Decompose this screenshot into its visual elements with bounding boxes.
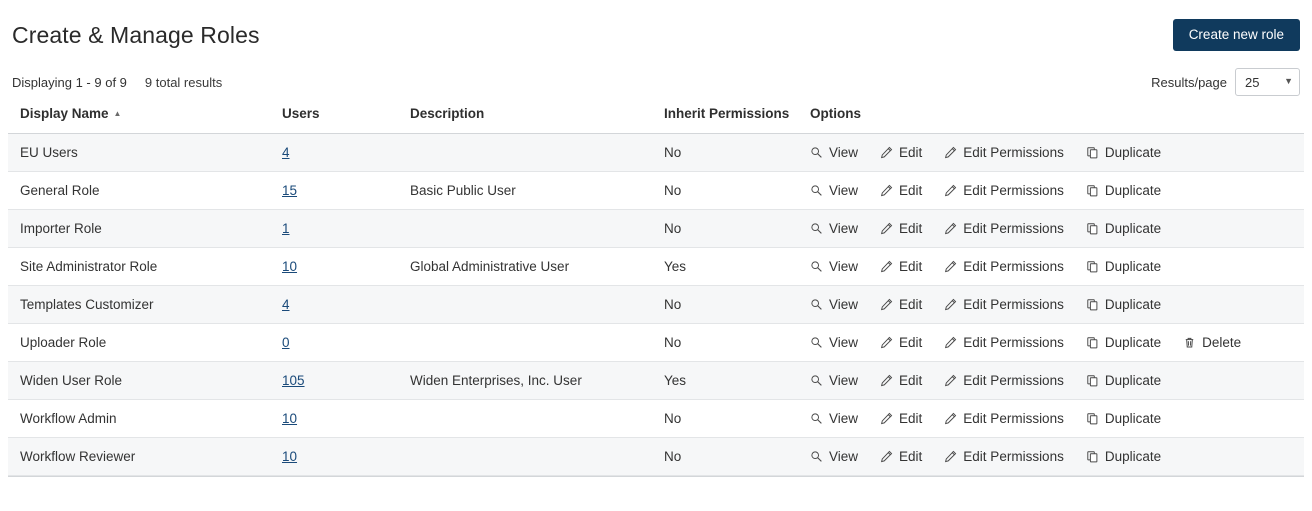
cell-description [410, 438, 664, 476]
view-icon [810, 336, 823, 349]
action-label: Edit [899, 183, 923, 198]
row-actions [810, 183, 1304, 198]
results-summary [12, 75, 222, 90]
cell-options [810, 286, 1304, 324]
edit-permissions-icon [944, 298, 957, 311]
cell-display-name: General Role [8, 172, 282, 210]
edit-icon [880, 260, 893, 273]
table-row [8, 286, 1304, 324]
users-count-link[interactable]: 10 [282, 411, 298, 426]
duplicate-action[interactable] [1086, 221, 1161, 236]
duplicate-icon [1086, 450, 1099, 463]
table-row [8, 172, 1304, 210]
cell-options [810, 134, 1304, 172]
users-count-link[interactable]: 15 [282, 183, 298, 198]
cell-options [810, 210, 1304, 248]
cell-description: Global Administrative User [410, 248, 664, 286]
sort-ascending-icon: ▲ [113, 109, 122, 118]
action-label: Duplicate [1104, 297, 1162, 312]
duplicate-icon [1086, 146, 1099, 159]
row-actions [810, 411, 1304, 426]
action-label: View [829, 335, 859, 350]
edit-permissions-action[interactable] [944, 373, 1064, 388]
action-label: View [829, 411, 859, 426]
action-label: View [829, 449, 859, 464]
table-row [8, 210, 1304, 248]
cell-inherit-permissions: No [664, 210, 810, 248]
cell-users [282, 248, 410, 286]
create-new-role-button[interactable]: Create new role [1173, 19, 1300, 51]
cell-users [282, 286, 410, 324]
duplicate-icon [1086, 298, 1099, 311]
action-label: View [829, 145, 859, 160]
cell-inherit-permissions: No [664, 172, 810, 210]
action-label: Edit [899, 449, 923, 464]
view-icon [810, 146, 823, 159]
users-count-link[interactable]: 10 [282, 259, 298, 274]
cell-description [410, 210, 664, 248]
cell-inherit-permissions: No [664, 286, 810, 324]
table-row [8, 248, 1304, 286]
total-results: 9 total results [144, 74, 223, 90]
cell-description [410, 400, 664, 438]
chevron-down-icon: ▼ [1284, 76, 1293, 86]
view-icon [810, 374, 823, 387]
duplicate-action[interactable] [1086, 373, 1161, 388]
cell-description: Basic Public User [410, 172, 664, 210]
duplicate-action[interactable] [1086, 183, 1161, 198]
edit-action[interactable] [880, 297, 922, 312]
view-icon [810, 222, 823, 235]
cell-inherit-permissions: No [664, 324, 810, 362]
cell-options [810, 438, 1304, 476]
cell-display-name: Site Administrator Role [8, 248, 282, 286]
edit-action[interactable] [880, 449, 922, 464]
action-label: Duplicate [1104, 411, 1162, 426]
edit-permissions-icon [944, 260, 957, 273]
duplicate-action[interactable] [1086, 259, 1161, 274]
table-row [8, 134, 1304, 172]
action-label: Duplicate [1104, 183, 1162, 198]
cell-inherit-permissions: Yes [664, 362, 810, 400]
edit-permissions-icon [944, 336, 957, 349]
duplicate-icon [1086, 374, 1099, 387]
action-label: Edit Permissions [963, 373, 1064, 388]
column-header-description[interactable]: Description [410, 106, 664, 134]
edit-action[interactable] [880, 335, 922, 350]
view-action[interactable] [810, 335, 858, 350]
action-label: View [829, 183, 859, 198]
users-count-link[interactable]: 1 [282, 221, 290, 236]
row-actions [810, 449, 1304, 464]
cell-display-name: Workflow Reviewer [8, 438, 282, 476]
view-action[interactable] [810, 221, 858, 236]
edit-permissions-action[interactable] [944, 335, 1064, 350]
row-actions [810, 335, 1304, 350]
edit-permissions-action[interactable] [944, 297, 1064, 312]
duplicate-action[interactable] [1086, 297, 1161, 312]
edit-permissions-action[interactable] [944, 449, 1064, 464]
row-actions [810, 297, 1304, 312]
column-header-display-name-label: Display Name [20, 106, 109, 121]
delete-action[interactable] [1183, 335, 1241, 350]
edit-action[interactable] [880, 145, 922, 160]
view-action[interactable] [810, 411, 858, 426]
cell-users [282, 134, 410, 172]
action-label: Edit [899, 221, 923, 236]
action-label: Edit Permissions [963, 297, 1064, 312]
action-label: Edit Permissions [963, 259, 1064, 274]
edit-permissions-icon [944, 450, 957, 463]
users-count-link[interactable]: 0 [282, 335, 290, 350]
cell-display-name: Workflow Admin [8, 400, 282, 438]
table-row [8, 324, 1304, 362]
view-icon [810, 412, 823, 425]
users-count-link[interactable]: 4 [282, 145, 290, 160]
action-label: Duplicate [1104, 259, 1162, 274]
view-action[interactable] [810, 145, 858, 160]
duplicate-action[interactable] [1086, 145, 1161, 160]
view-action[interactable] [810, 373, 858, 388]
action-label: Edit [899, 145, 923, 160]
results-per-page-value: 25 [1245, 74, 1260, 90]
cell-users [282, 438, 410, 476]
column-header-display-name[interactable] [8, 106, 282, 134]
cell-options [810, 400, 1304, 438]
cell-options [810, 362, 1304, 400]
view-action[interactable] [810, 297, 858, 312]
edit-permissions-icon [944, 184, 957, 197]
cell-inherit-permissions: No [664, 400, 810, 438]
edit-permissions-icon [944, 374, 957, 387]
edit-permissions-action[interactable] [944, 145, 1064, 160]
cell-options [810, 324, 1304, 362]
row-actions [810, 221, 1304, 236]
duplicate-icon [1086, 222, 1099, 235]
view-action[interactable] [810, 183, 858, 198]
action-label: View [829, 221, 859, 236]
row-actions [810, 259, 1304, 274]
row-actions [810, 373, 1304, 388]
edit-icon [880, 146, 893, 159]
action-label: Duplicate [1104, 145, 1162, 160]
cell-description: Widen Enterprises, Inc. User [410, 362, 664, 400]
cell-users [282, 172, 410, 210]
users-count-link[interactable]: 4 [282, 297, 290, 312]
cell-display-name: Templates Customizer [8, 286, 282, 324]
column-header-options: Options [810, 106, 1304, 134]
action-label: Edit [899, 335, 923, 350]
action-label: View [829, 373, 859, 388]
edit-action[interactable] [880, 373, 922, 388]
view-action[interactable] [810, 259, 858, 274]
action-label: Duplicate [1104, 335, 1162, 350]
results-per-page-label: Results/page [1151, 74, 1227, 90]
action-label: Edit Permissions [963, 183, 1064, 198]
cell-description [410, 324, 664, 362]
cell-display-name: Widen User Role [8, 362, 282, 400]
action-label: Edit [899, 297, 923, 312]
action-label: Duplicate [1104, 449, 1162, 464]
duplicate-action[interactable] [1086, 411, 1161, 426]
cell-users [282, 362, 410, 400]
edit-action[interactable] [880, 183, 922, 198]
duplicate-action[interactable] [1086, 335, 1161, 350]
action-label: View [829, 297, 859, 312]
column-header-users[interactable]: Users [282, 106, 410, 134]
displaying-range: Displaying 1 - 9 of 9 [12, 74, 127, 90]
users-count-link[interactable]: 105 [282, 373, 305, 388]
cell-inherit-permissions: No [664, 134, 810, 172]
view-action[interactable] [810, 449, 858, 464]
action-label: Edit [899, 411, 923, 426]
cell-users [282, 324, 410, 362]
view-icon [810, 450, 823, 463]
roles-table-body [8, 134, 1304, 476]
results-toolbar [8, 52, 1304, 106]
cell-inherit-permissions: No [664, 438, 810, 476]
edit-icon [880, 184, 893, 197]
edit-action[interactable] [880, 411, 922, 426]
cell-options [810, 172, 1304, 210]
table-header-row [8, 106, 1304, 134]
action-label: Delete [1202, 335, 1242, 350]
action-label: Duplicate [1104, 373, 1162, 388]
duplicate-icon [1086, 412, 1099, 425]
action-label: Duplicate [1104, 221, 1162, 236]
edit-permissions-action[interactable] [944, 183, 1064, 198]
cell-display-name: Importer Role [8, 210, 282, 248]
edit-icon [880, 298, 893, 311]
edit-action[interactable] [880, 259, 922, 274]
duplicate-icon [1086, 336, 1099, 349]
action-label: Edit Permissions [963, 145, 1064, 160]
page-title: Create & Manage Roles [12, 21, 260, 48]
cell-description [410, 134, 664, 172]
cell-display-name: Uploader Role [8, 324, 282, 362]
duplicate-icon [1086, 260, 1099, 273]
edit-action[interactable] [880, 221, 922, 236]
action-label: Edit Permissions [963, 449, 1064, 464]
roles-table [8, 106, 1304, 476]
edit-icon [880, 222, 893, 235]
edit-icon [880, 336, 893, 349]
action-label: Edit Permissions [963, 411, 1064, 426]
delete-icon [1183, 336, 1196, 349]
users-count-link[interactable]: 10 [282, 449, 298, 464]
edit-icon [880, 412, 893, 425]
page-header [8, 0, 1304, 52]
table-row [8, 438, 1304, 476]
edit-permissions-icon [944, 412, 957, 425]
action-label: Edit Permissions [963, 335, 1064, 350]
edit-permissions-action[interactable] [944, 411, 1064, 426]
action-label: Edit [899, 373, 923, 388]
table-row [8, 362, 1304, 400]
view-icon [810, 184, 823, 197]
cell-users [282, 210, 410, 248]
duplicate-icon [1086, 184, 1099, 197]
results-per-page-select[interactable] [1235, 68, 1300, 96]
cell-inherit-permissions: Yes [664, 248, 810, 286]
action-label: View [829, 259, 859, 274]
cell-description [410, 286, 664, 324]
edit-icon [880, 374, 893, 387]
edit-permissions-action[interactable] [944, 259, 1064, 274]
edit-permissions-icon [944, 146, 957, 159]
cell-display-name: EU Users [8, 134, 282, 172]
view-icon [810, 260, 823, 273]
duplicate-action[interactable] [1086, 449, 1161, 464]
edit-permissions-action[interactable] [944, 221, 1064, 236]
action-label: Edit [899, 259, 923, 274]
cell-users [282, 400, 410, 438]
row-actions [810, 145, 1304, 160]
table-row [8, 400, 1304, 438]
view-icon [810, 298, 823, 311]
cell-options [810, 248, 1304, 286]
action-label: Edit Permissions [963, 221, 1064, 236]
column-header-inherit-permissions[interactable]: Inherit Permissions [664, 106, 810, 134]
edit-icon [880, 450, 893, 463]
results-per-page [1151, 68, 1300, 96]
roles-table-head [8, 106, 1304, 134]
table-bottom-divider [8, 476, 1304, 477]
edit-permissions-icon [944, 222, 957, 235]
